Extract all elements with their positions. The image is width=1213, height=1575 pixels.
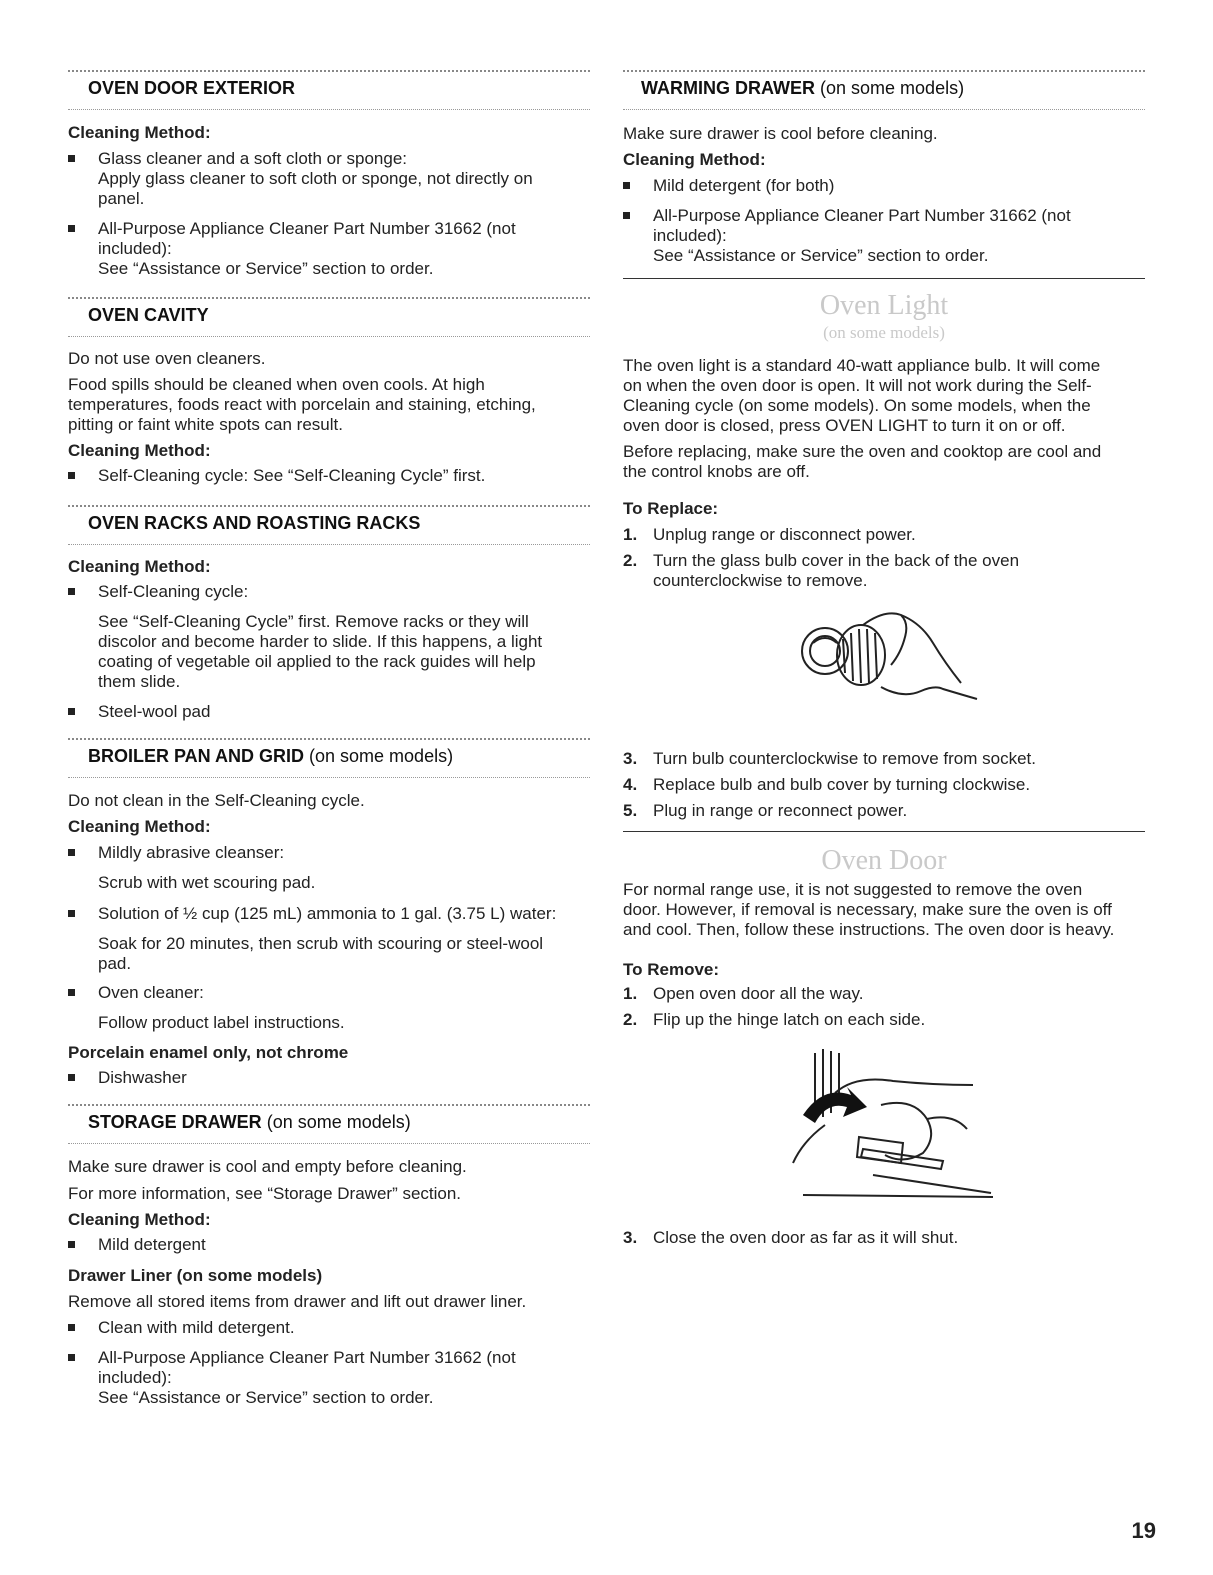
section-header-oven-door-exterior <box>68 70 590 110</box>
paragraph: For normal range use, it is not suggested to remove the oven door. However, if removal is necessary, make sure the oven is off and cool. Then, follow these instructions. The oven door is heavy. <box>623 880 1115 939</box>
section-header-oven-racks <box>68 505 590 545</box>
section-title-oven-light: Oven Light <box>819 290 949 321</box>
bullet-icon <box>68 472 75 479</box>
section-header-warming-drawer <box>623 70 1145 110</box>
paragraph: The oven light is a standard 40-watt appliance bulb. It will come on when the oven door is open. It will not work during the Self- Cleaning cycle (on some models). On some models, when the oven door is closed, press OVEN LIGHT to turn it on or off. <box>623 356 1101 435</box>
paragraph: Do not clean in the Self-Cleaning cycle. <box>68 791 365 810</box>
list-item: Glass cleaner and a soft cloth or sponge: Apply glass cleaner to soft cloth or sponge, not directly on panel. <box>98 149 533 208</box>
to-remove-label: To Remove: <box>623 960 720 979</box>
list-item: Self-Cleaning cycle: <box>98 582 249 601</box>
list-item: Oven cleaner: <box>98 983 204 1002</box>
section-divider <box>623 831 1145 832</box>
list-item-detail: Soak for 20 minutes, then scrub with scouring or steel-wool pad. <box>98 934 544 973</box>
list-item: Mild detergent (for both) <box>653 176 835 195</box>
list-item-detail: Scrub with wet scouring pad. <box>98 873 316 892</box>
section-title: BROILER PAN AND GRID (on some models) <box>88 746 454 766</box>
list-item: Mild detergent <box>98 1235 206 1254</box>
bullet-icon <box>68 225 75 232</box>
bullet-icon <box>68 708 75 715</box>
section-subtitle: (on some models) <box>823 323 945 342</box>
bullet-icon <box>623 182 630 189</box>
section-title-oven-door: Oven Door <box>821 845 947 876</box>
section-title: OVEN DOOR EXTERIOR <box>88 78 296 98</box>
paragraph: Food spills should be cleaned when oven cools. At high temperatures, foods react with porcelain and staining, etching, pitting or faint white spots can result. <box>68 375 536 434</box>
drawer-liner-label: Drawer Liner (on some models) <box>68 1266 323 1285</box>
bullet-icon <box>68 155 75 162</box>
cleaning-method-label: Cleaning Method: <box>68 1210 211 1229</box>
paragraph: Make sure drawer is cool before cleaning. <box>623 124 938 143</box>
section-header-storage-drawer <box>68 1104 590 1144</box>
bullet-icon <box>68 910 75 917</box>
porcelain-label: Porcelain enamel only, not chrome <box>68 1043 349 1062</box>
list-item-detail: Follow product label instructions. <box>98 1013 345 1032</box>
list-item: Dishwasher <box>98 1068 187 1087</box>
paragraph: Do not use oven cleaners. <box>68 349 266 368</box>
list-item-detail: See “Self-Cleaning Cycle” first. Remove racks or they will discolor and become harder to slide. If this happens, a light coating of vegetable oil applied to the rack guides will help them slide. <box>98 612 543 691</box>
section-header-oven-cavity <box>68 297 590 337</box>
section-divider <box>623 278 1145 279</box>
paragraph: Make sure drawer is cool and empty before cleaning. <box>68 1157 467 1176</box>
paragraph: Remove all stored items from drawer and lift out drawer liner. <box>68 1292 527 1311</box>
list-item: Solution of ½ cup (125 mL) ammonia to 1 gal. (3.75 L) water: <box>98 904 557 923</box>
to-replace-label: To Replace: <box>623 499 719 518</box>
list-item: All-Purpose Appliance Cleaner Part Number 31662 (not included): See “Assistance or Service” section to order. <box>653 206 1071 265</box>
cleaning-method-label: Cleaning Method: <box>623 150 766 169</box>
bullet-icon <box>68 1324 75 1331</box>
section-header-broiler-pan <box>68 738 590 778</box>
bullet-icon <box>68 1074 75 1081</box>
list-item: Clean with mild detergent. <box>98 1318 295 1337</box>
list-item: All-Purpose Appliance Cleaner Part Number 31662 (not included): See “Assistance or Service” section to order. <box>98 1348 516 1407</box>
list-item: Steel-wool pad <box>98 702 211 721</box>
bullet-icon <box>68 989 75 996</box>
page-number: 19 <box>1131 1518 1156 1543</box>
list-item: All-Purpose Appliance Cleaner Part Number 31662 (not included): See “Assistance or Service” section to order. <box>98 219 516 278</box>
bullet-icon <box>68 1241 75 1248</box>
section-title: STORAGE DRAWER (on some models) <box>88 1112 411 1132</box>
list-item: Mildly abrasive cleanser: <box>98 843 285 862</box>
cleaning-method-label: Cleaning Method: <box>68 441 211 460</box>
bullet-icon <box>623 212 630 219</box>
cleaning-method-label: Cleaning Method: <box>68 817 211 836</box>
bullet-icon <box>68 1354 75 1361</box>
section-title: OVEN CAVITY <box>88 305 209 325</box>
cleaning-method-label: Cleaning Method: <box>68 557 211 576</box>
paragraph: Before replacing, make sure the oven and cooktop are cool and the control knobs are off. <box>623 442 1102 481</box>
list-item: Self-Cleaning cycle: See “Self-Cleaning Cycle” first. <box>98 466 486 485</box>
bullet-icon <box>68 588 75 595</box>
section-title: WARMING DRAWER (on some models) <box>641 78 965 98</box>
hinge-latch-illustration <box>763 1045 1013 1205</box>
cleaning-method-label: Cleaning Method: <box>68 123 211 142</box>
paragraph: For more information, see “Storage Drawer” section. <box>68 1184 462 1203</box>
bullet-icon <box>68 849 75 856</box>
section-title: OVEN RACKS AND ROASTING RACKS <box>88 513 421 533</box>
bulb-cover-illustration <box>793 603 983 703</box>
